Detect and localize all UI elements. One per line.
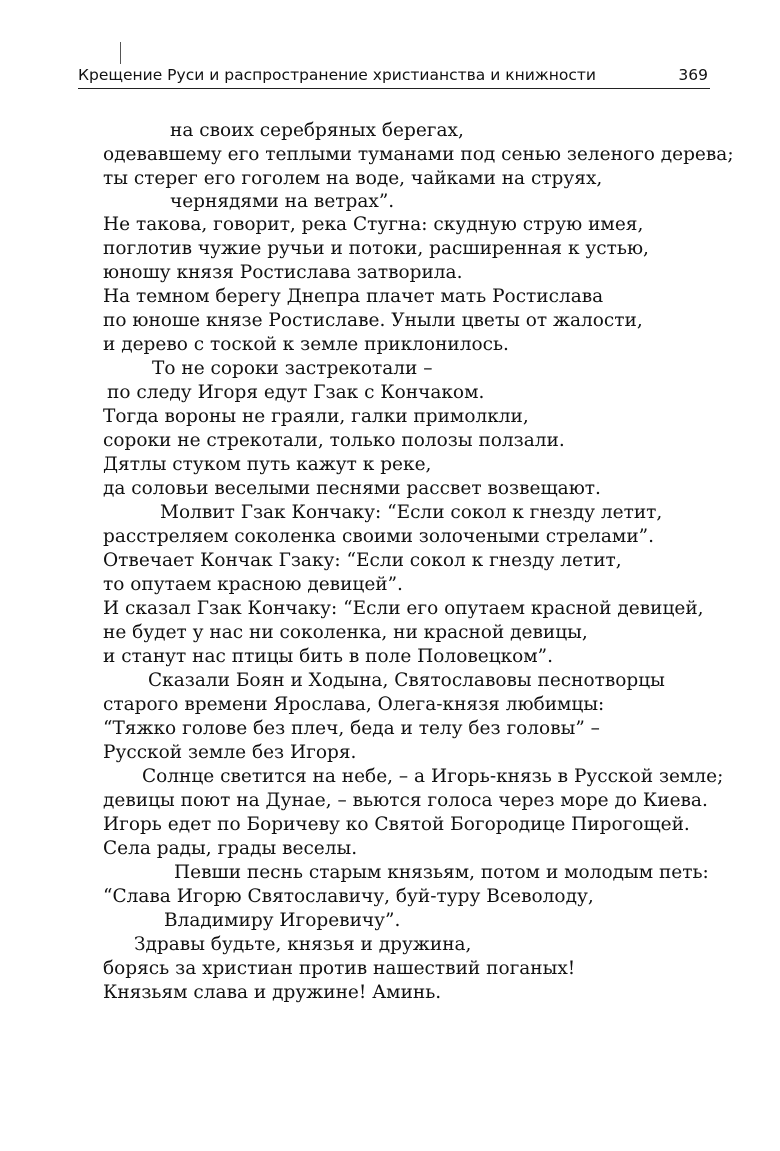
text-line: Игорь едет по Боричеву ко Святой Богородице Пирогощей. [103,814,690,835]
text-line: Тогда вороны не граяли, галки примолкли, [103,406,529,427]
running-title: Крещение Руси и распространение христианства и книжности [78,66,597,84]
text-line: Русской земле без Игоря. [103,742,357,763]
text-line: да соловьи веселыми песнями рассвет возвещают. [103,478,601,499]
text-line: То не сороки застрекотали – [152,358,433,379]
text-line: “Тяжко голове без плеч, беда и телу без головы” – [103,718,600,739]
text-line: поглотив чужие ручьи и потоки, расширенная к устью, [103,238,649,259]
margin-mark [120,42,121,64]
text-line: и дерево с тоской к земле приклонилось. [103,334,509,355]
text-line: Владимиру Игоревичу”. [164,910,401,931]
text-line: Солнце светится на небе, – а Игорь-князь в Русской земле; [142,766,724,787]
text-line: по следу Игоря едут Гзак с Кончаком. [107,382,485,403]
text-line: по юноше князе Ростиславе. Уныли цветы от жалости, [103,310,643,331]
running-header [78,62,710,89]
text-line: Молвит Гзак Кончаку: “Если сокол к гнезду летит, [160,502,663,523]
text-line: на своих серебряных берегах, [170,120,464,141]
text-line: Здравы будьте, князья и дружина, [134,934,472,955]
page-number: 369 [678,66,708,84]
text-line: одевавшему его теплыми туманами под сенью зеленого дерева; [103,144,734,165]
text-line: то опутаем красною девицей”. [103,574,403,595]
text-line: На темном берегу Днепра плачет мать Ростислава [103,286,604,307]
text-line: и станут нас птицы бить в поле Половецком”. [103,646,554,667]
text-line: чернядями на ветрах”. [170,191,395,212]
text-line: борясь за христиан против нашествий поганых! [103,958,576,979]
text-line: не будет у нас ни соколенка, ни красной девицы, [103,622,588,643]
text-line: Певши песнь старым князьям, потом и молодым петь: [174,862,709,883]
text-line: Отвечает Кончак Гзаку: “Если сокол к гнезду летит, [103,550,622,571]
text-line: Не такова, говорит, река Стугна: скудную струю имея, [103,214,644,235]
text-line: Села рады, грады веселы. [103,838,358,859]
text-line: ты стерег его гоголем на воде, чайками на струях, [103,168,603,189]
text-line: Сказали Боян и Ходына, Святославовы песнотворцы [148,670,665,691]
text-line: юношу князя Ростислава затворила. [103,262,463,283]
text-line: И сказал Гзак Кончаку: “Если его опутаем красной девицей, [103,598,704,619]
text-line: сороки не стрекотали, только полозы ползали. [103,430,565,451]
text-line: расстреляем соколенка своими золочеными стрелами”. [103,526,654,547]
text-line: Дятлы стуком путь кажут к реке, [103,454,432,475]
text-line: старого времени Ярослава, Олега-князя любимцы: [103,694,605,715]
text-line: “Слава Игорю Святославичу, буй-туру Всеволоду, [103,886,594,907]
text-line: девицы поют на Дунае, – вьются голоса через море до Киева. [103,790,708,811]
text-line: Князьям слава и дружине! Аминь. [103,982,442,1003]
